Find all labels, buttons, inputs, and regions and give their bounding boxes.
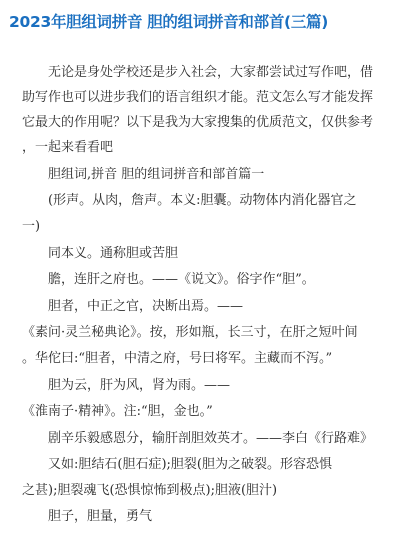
paragraph-line: 之甚);胆裂魂飞(恐惧惊怖到极点);胆液(胆汁) — [22, 483, 278, 498]
paragraph-line: 剧辛乐毅感恩分，输肝剖胆效英才。——李白《行路难》 — [22, 431, 374, 446]
paragraph-line: 助写作也可以进步我们的语言组织才能。范文怎么写才能发挥 — [22, 90, 374, 105]
paragraph-line: 同本义。通称胆或苦胆 — [22, 246, 179, 261]
paragraph-line: 。华佗曰:“胆者，中清之府，号曰将军。主藏而不泻。” — [22, 351, 333, 366]
paragraph-line: (形声。从肉，詹声。本义:胆囊。动物体内消化器官之 — [22, 193, 357, 208]
paragraph-line: 《素问·灵兰秘典论》。按，形如瓶，长三寸，在肝之短叶间 — [22, 325, 358, 340]
page-title: 2023年胆组词拼音 胆的组词拼音和部首(三篇) — [9, 13, 329, 31]
paragraph-line: 胆为云，肝为风，肾为雨。—— — [22, 378, 231, 393]
paragraph-line: 它最大的作用呢？以下是我为大家搜集的优质范文，仅供参考 — [22, 115, 374, 130]
paragraph-line: 胆者，中正之官，决断出焉。—— — [22, 299, 244, 314]
paragraph-line: 又如:胆结石(胆石症);胆裂(胆为之破裂。形容恐惧 — [22, 457, 332, 472]
paragraph-line: 胆子，胆量，勇气 — [22, 509, 153, 524]
paragraph-line: 胆组词,拼音 胆的组词拼音和部首篇一 — [22, 167, 265, 182]
paragraph-line: 一) — [22, 219, 41, 234]
paragraph-line: 无论是身处学校还是步入社会，大家都尝试过写作吧，借 — [22, 65, 374, 80]
paragraph-line: 《淮南子·精神》。注:“胆，金也。” — [22, 404, 213, 419]
paragraph-line: ，一起来看看吧 — [22, 140, 114, 155]
paragraph-line: 膽，连肝之府也。——《说文》。俗字作“胆”。 — [22, 272, 315, 287]
